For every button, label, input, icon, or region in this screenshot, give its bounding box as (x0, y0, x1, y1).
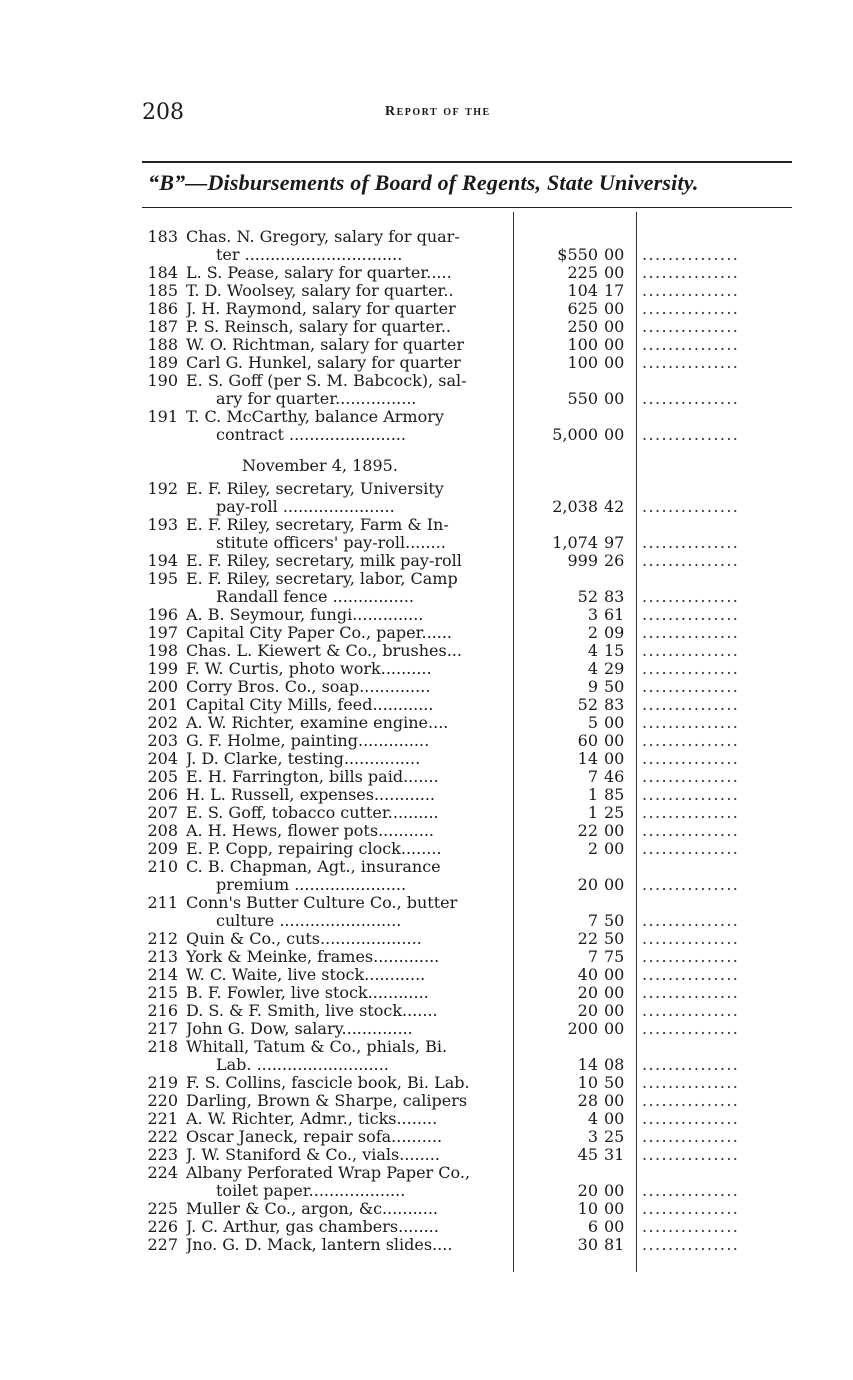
total-column-leader: ............... (642, 498, 740, 516)
amount-dollars: 4 (587, 659, 598, 678)
amount-cents: 00 (604, 983, 625, 1002)
payee-description: A. W. Richter, examine engine.... (186, 714, 449, 732)
amount-cents: 00 (604, 1091, 625, 1110)
payee-description: Carl G. Hunkel, salary for quarter (186, 354, 461, 372)
amount-dollars: 104 (567, 281, 598, 300)
title-rule (142, 207, 792, 208)
voucher-number: 226 (147, 1217, 178, 1236)
voucher-number: 184 (147, 263, 178, 282)
ledger-entry (142, 606, 782, 624)
voucher-number: 213 (147, 947, 178, 966)
amount-cents: 46 (604, 767, 625, 786)
voucher-number: 186 (147, 299, 178, 318)
amount-cents: 00 (604, 1019, 625, 1038)
top-rule (142, 161, 792, 163)
total-column-leader: ............... (642, 264, 740, 282)
payee-description: E. S. Goff, tobacco cutter.......... (186, 804, 439, 822)
section-title: “B”—Disbursements of Board of Regents, State University. (148, 170, 699, 195)
ledger-entry (142, 678, 782, 696)
ledger-entry (142, 264, 782, 282)
ledger-entry (142, 1074, 782, 1092)
ledger (142, 228, 782, 1254)
voucher-number: 223 (147, 1145, 178, 1164)
ledger-entry-continuation (142, 1056, 782, 1074)
voucher-number: 195 (147, 569, 178, 588)
payee-description: L. S. Pease, salary for quarter..... (186, 264, 452, 282)
amount-dollars: 6 (587, 1217, 598, 1236)
amount-dollars: 14 (577, 749, 598, 768)
voucher-number: 190 (147, 371, 178, 390)
total-column-leader: ............... (642, 948, 740, 966)
voucher-number: 222 (147, 1127, 178, 1146)
payee-description: H. L. Russell, expenses............ (186, 786, 435, 804)
amount-dollars: 22 (577, 821, 598, 840)
payee-description: E. F. Riley, secretary, labor, Camp (186, 570, 458, 588)
amount-dollars: 550 (567, 389, 598, 408)
total-column-leader: ............... (642, 318, 740, 336)
payee-description: Corry Bros. Co., soap.............. (186, 678, 431, 696)
ledger-entry (142, 570, 782, 588)
ledger-entry (142, 1146, 782, 1164)
total-column-leader: ............... (642, 1182, 740, 1200)
ledger-entry (142, 282, 782, 300)
voucher-number: 187 (147, 317, 178, 336)
payee-description: Randall fence ................ (216, 588, 414, 606)
ledger-entry (142, 696, 782, 714)
payee-description: contract ....................... (216, 426, 406, 444)
payee-description: York & Meinke, frames............. (186, 948, 440, 966)
amount-cents: 08 (604, 1055, 625, 1074)
total-column-leader: ............... (642, 876, 740, 894)
amount-dollars: 52 (577, 587, 598, 606)
amount-dollars: 200 (567, 1019, 598, 1038)
voucher-number: 218 (147, 1037, 178, 1056)
running-head: Report of the (385, 104, 491, 119)
amount-dollars: 4 (587, 641, 598, 660)
amount-dollars: 1,074 (552, 533, 598, 552)
ledger-entry (142, 1218, 782, 1236)
payee-description: Jno. G. D. Mack, lantern slides.... (186, 1236, 453, 1254)
voucher-number: 217 (147, 1019, 178, 1038)
total-column-leader: ............... (642, 1092, 740, 1110)
total-column-leader: ............... (642, 588, 740, 606)
amount-dollars: 30 (577, 1235, 598, 1254)
ledger-entry (142, 516, 782, 534)
payee-description: F. W. Curtis, photo work.......... (186, 660, 432, 678)
voucher-number: 224 (147, 1163, 178, 1182)
amount-cents: 00 (604, 821, 625, 840)
ledger-entry (142, 894, 782, 912)
ledger-entry-continuation (142, 534, 782, 552)
payee-description: toilet paper................... (216, 1182, 406, 1200)
voucher-number: 211 (147, 893, 178, 912)
payee-description: A. W. Richter, Admr., ticks........ (186, 1110, 438, 1128)
ledger-entry (142, 948, 782, 966)
total-column-leader: ............... (642, 1110, 740, 1128)
voucher-number: 193 (147, 515, 178, 534)
ledger-entry-continuation (142, 1182, 782, 1200)
payee-description: A. B. Seymour, fungi.............. (186, 606, 424, 624)
payee-description: T. D. Woolsey, salary for quarter.. (186, 282, 454, 300)
payee-description: Capital City Paper Co., paper...... (186, 624, 453, 642)
amount-dollars: $550 (557, 245, 598, 264)
payee-description: Whitall, Tatum & Co., phials, Bi. (186, 1038, 448, 1056)
total-column-leader: ............... (642, 912, 740, 930)
total-column-leader: ............... (642, 786, 740, 804)
total-column-leader: ............... (642, 1218, 740, 1236)
ledger-entry (142, 300, 782, 318)
payee-description: Lab. .......................... (216, 1056, 389, 1074)
payee-description: W. C. Waite, live stock............ (186, 966, 426, 984)
total-column-leader: ............... (642, 1236, 740, 1254)
voucher-number: 197 (147, 623, 178, 642)
total-column-leader: ............... (642, 804, 740, 822)
amount-cents: 00 (604, 263, 625, 282)
payee-description: F. S. Collins, fascicle book, Bi. Lab. (186, 1074, 470, 1092)
ledger-entry (142, 228, 782, 246)
amount-cents: 85 (604, 785, 625, 804)
payee-description: culture ........................ (216, 912, 402, 930)
amount-cents: 00 (604, 317, 625, 336)
ledger-entry (142, 1020, 782, 1038)
amount-cents: 29 (604, 659, 625, 678)
ledger-entry (142, 336, 782, 354)
ledger-entry (142, 1236, 782, 1254)
amount-dollars: 20 (577, 983, 598, 1002)
amount-cents: 00 (604, 389, 625, 408)
amount-cents: 25 (604, 803, 625, 822)
amount-cents: 00 (604, 1199, 625, 1218)
voucher-number: 198 (147, 641, 178, 660)
total-column-leader: ............... (642, 1002, 740, 1020)
payee-description: Conn's Butter Culture Co., butter (186, 894, 458, 912)
voucher-number: 188 (147, 335, 178, 354)
amount-dollars: 225 (567, 263, 598, 282)
amount-cents: 75 (604, 947, 625, 966)
date-heading: November 4, 1895. (242, 456, 398, 475)
amount-dollars: 250 (567, 317, 598, 336)
page-number: 208 (142, 100, 184, 125)
voucher-number: 196 (147, 605, 178, 624)
ledger-entry (142, 1164, 782, 1182)
payee-description: Albany Perforated Wrap Paper Co., (186, 1164, 471, 1182)
ledger-entry-continuation (142, 912, 782, 930)
ledger-entry (142, 984, 782, 1002)
ledger-entry (142, 822, 782, 840)
payee-description: C. B. Chapman, Agt., insurance (186, 858, 441, 876)
amount-cents: 00 (604, 731, 625, 750)
total-column-leader: ............... (642, 840, 740, 858)
voucher-number: 220 (147, 1091, 178, 1110)
voucher-number: 208 (147, 821, 178, 840)
payee-description: J. C. Arthur, gas chambers........ (186, 1218, 439, 1236)
total-column-leader: ............... (642, 984, 740, 1002)
payee-description: E. F. Riley, secretary, University (186, 480, 444, 498)
amount-cents: 09 (604, 623, 625, 642)
amount-cents: 83 (604, 695, 625, 714)
amount-dollars: 625 (567, 299, 598, 318)
payee-description: E. P. Copp, repairing clock........ (186, 840, 442, 858)
payee-description: ary for quarter................ (216, 390, 417, 408)
ledger-entry (142, 480, 782, 498)
voucher-number: 183 (147, 227, 178, 246)
amount-dollars: 2,038 (552, 497, 598, 516)
date-heading-row (142, 444, 782, 480)
amount-cents: 00 (604, 713, 625, 732)
amount-dollars: 1 (587, 785, 598, 804)
total-column-leader: ............... (642, 642, 740, 660)
ledger-entry (142, 660, 782, 678)
ledger-entry (142, 408, 782, 426)
total-column-leader: ............... (642, 930, 740, 948)
total-column-leader: ............... (642, 534, 740, 552)
ledger-entry (142, 732, 782, 750)
payee-description: E. F. Riley, secretary, milk pay-roll (186, 552, 462, 570)
voucher-number: 191 (147, 407, 178, 426)
ledger-entry (142, 642, 782, 660)
ledger-entry (142, 786, 782, 804)
voucher-number: 212 (147, 929, 178, 948)
amount-dollars: 60 (577, 731, 598, 750)
total-column-leader: ............... (642, 714, 740, 732)
amount-cents: 17 (604, 281, 625, 300)
voucher-number: 201 (147, 695, 178, 714)
ledger-entry (142, 804, 782, 822)
voucher-number: 215 (147, 983, 178, 1002)
amount-dollars: 5,000 (552, 425, 598, 444)
amount-dollars: 14 (577, 1055, 598, 1074)
voucher-number: 203 (147, 731, 178, 750)
total-column-leader: ............... (642, 1200, 740, 1218)
voucher-number: 214 (147, 965, 178, 984)
ledger-entry-continuation (142, 876, 782, 894)
ledger-entry (142, 930, 782, 948)
voucher-number: 216 (147, 1001, 178, 1020)
total-column-leader: ............... (642, 282, 740, 300)
ledger-entry (142, 1110, 782, 1128)
amount-dollars: 20 (577, 875, 598, 894)
total-column-leader: ............... (642, 354, 740, 372)
ledger-entry-continuation (142, 498, 782, 516)
voucher-number: 207 (147, 803, 178, 822)
payee-description: A. H. Hews, flower pots........... (186, 822, 435, 840)
amount-dollars: 7 (587, 947, 598, 966)
amount-cents: 50 (604, 929, 625, 948)
amount-cents: 97 (604, 533, 625, 552)
ledger-entry (142, 858, 782, 876)
voucher-number: 200 (147, 677, 178, 696)
amount-dollars: 1 (587, 803, 598, 822)
voucher-number: 204 (147, 749, 178, 768)
payee-description: premium ...................... (216, 876, 407, 894)
total-column-leader: ............... (642, 1020, 740, 1038)
total-column-leader: ............... (642, 768, 740, 786)
amount-cents: 00 (604, 1001, 625, 1020)
voucher-number: 209 (147, 839, 178, 858)
amount-cents: 00 (604, 875, 625, 894)
amount-cents: 15 (604, 641, 625, 660)
total-column-leader: ............... (642, 246, 740, 264)
voucher-number: 199 (147, 659, 178, 678)
payee-description: Oscar Janeck, repair sofa.......... (186, 1128, 443, 1146)
amount-dollars: 10 (577, 1073, 598, 1092)
amount-cents: 00 (604, 1109, 625, 1128)
amount-cents: 00 (604, 299, 625, 318)
ledger-entry (142, 1038, 782, 1056)
amount-dollars: 20 (577, 1001, 598, 1020)
payee-description: stitute officers' pay-roll........ (216, 534, 446, 552)
payee-description: E. S. Goff (per S. M. Babcock), sal- (186, 372, 467, 390)
amount-dollars: 3 (587, 605, 598, 624)
amount-dollars: 28 (577, 1091, 598, 1110)
amount-dollars: 999 (567, 551, 598, 570)
voucher-number: 189 (147, 353, 178, 372)
ledger-entry-continuation (142, 588, 782, 606)
total-column-leader: ............... (642, 822, 740, 840)
payee-description: ter ............................... (216, 246, 403, 264)
amount-dollars: 2 (587, 623, 598, 642)
payee-description: Muller & Co., argon, &c........... (186, 1200, 438, 1218)
payee-description: J. D. Clarke, testing............... (186, 750, 421, 768)
total-column-leader: ............... (642, 336, 740, 354)
amount-cents: 31 (604, 1145, 625, 1164)
total-column-leader: ............... (642, 426, 740, 444)
ledger-entry (142, 318, 782, 336)
ledger-entry (142, 750, 782, 768)
payee-description: G. F. Holme, painting.............. (186, 732, 430, 750)
payee-description: E. H. Farrington, bills paid....... (186, 768, 439, 786)
amount-cents: 26 (604, 551, 625, 570)
payee-description: D. S. & F. Smith, live stock....... (186, 1002, 438, 1020)
ledger-entry (142, 768, 782, 786)
total-column-leader: ............... (642, 552, 740, 570)
amount-cents: 00 (604, 335, 625, 354)
total-column-leader: ............... (642, 750, 740, 768)
amount-cents: 83 (604, 587, 625, 606)
payee-description: Capital City Mills, feed............ (186, 696, 434, 714)
ledger-entry (142, 552, 782, 570)
total-column-leader: ............... (642, 1146, 740, 1164)
payee-description: Darling, Brown & Sharpe, calipers (186, 1092, 468, 1110)
ledger-entry-continuation (142, 426, 782, 444)
payee-description: W. O. Richtman, salary for quarter (186, 336, 464, 354)
voucher-number: 194 (147, 551, 178, 570)
amount-dollars: 9 (587, 677, 598, 696)
amount-dollars: 4 (587, 1109, 598, 1128)
payee-description: T. C. McCarthy, balance Armory (186, 408, 444, 426)
payee-description: J. H. Raymond, salary for quarter (186, 300, 456, 318)
amount-cents: 00 (604, 965, 625, 984)
amount-cents: 00 (604, 839, 625, 858)
amount-dollars: 5 (587, 713, 598, 732)
total-column-leader: ............... (642, 1056, 740, 1074)
payee-description: Chas. N. Gregory, salary for quar- (186, 228, 460, 246)
total-column-leader: ............... (642, 390, 740, 408)
amount-cents: 50 (604, 911, 625, 930)
ledger-entry (142, 714, 782, 732)
ledger-entry-continuation (142, 390, 782, 408)
amount-dollars: 10 (577, 1199, 598, 1218)
voucher-number: 225 (147, 1199, 178, 1218)
ledger-entry (142, 372, 782, 390)
amount-cents: 00 (604, 353, 625, 372)
total-column-leader: ............... (642, 966, 740, 984)
ledger-entry (142, 1128, 782, 1146)
amount-dollars: 40 (577, 965, 598, 984)
amount-dollars: 20 (577, 1181, 598, 1200)
amount-dollars: 3 (587, 1127, 598, 1146)
voucher-number: 227 (147, 1235, 178, 1254)
ledger-entry (142, 840, 782, 858)
amount-cents: 50 (604, 677, 625, 696)
ledger-entry (142, 1092, 782, 1110)
amount-cents: 00 (604, 1181, 625, 1200)
amount-dollars: 45 (577, 1145, 598, 1164)
voucher-number: 202 (147, 713, 178, 732)
total-column-leader: ............... (642, 300, 740, 318)
amount-dollars: 7 (587, 911, 598, 930)
amount-cents: 81 (604, 1235, 625, 1254)
ledger-entry (142, 624, 782, 642)
payee-description: John G. Dow, salary.............. (186, 1020, 413, 1038)
ledger-entry (142, 354, 782, 372)
total-column-leader: ............... (642, 678, 740, 696)
payee-description: Chas. L. Kiewert & Co., brushes... (186, 642, 462, 660)
payee-description: P. S. Reinsch, salary for quarter.. (186, 318, 452, 336)
amount-cents: 00 (604, 245, 625, 264)
amount-cents: 00 (604, 425, 625, 444)
total-column-leader: ............... (642, 696, 740, 714)
ledger-entry (142, 1200, 782, 1218)
amount-cents: 00 (604, 749, 625, 768)
voucher-number: 210 (147, 857, 178, 876)
payee-description: B. F. Fowler, live stock............ (186, 984, 429, 1002)
amount-cents: 50 (604, 1073, 625, 1092)
amount-dollars: 2 (587, 839, 598, 858)
voucher-number: 221 (147, 1109, 178, 1128)
amount-dollars: 100 (567, 335, 598, 354)
total-column-leader: ............... (642, 1128, 740, 1146)
voucher-number: 206 (147, 785, 178, 804)
voucher-number: 205 (147, 767, 178, 786)
amount-cents: 25 (604, 1127, 625, 1146)
total-column-leader: ............... (642, 606, 740, 624)
total-column-leader: ............... (642, 1074, 740, 1092)
amount-dollars: 7 (587, 767, 598, 786)
voucher-number: 192 (147, 479, 178, 498)
total-column-leader: ............... (642, 624, 740, 642)
total-column-leader: ............... (642, 732, 740, 750)
amount-dollars: 100 (567, 353, 598, 372)
amount-dollars: 22 (577, 929, 598, 948)
amount-dollars: 52 (577, 695, 598, 714)
voucher-number: 219 (147, 1073, 178, 1092)
payee-description: J. W. Staniford & Co., vials........ (186, 1146, 440, 1164)
voucher-number: 185 (147, 281, 178, 300)
amount-cents: 61 (604, 605, 625, 624)
payee-description: pay-roll ...................... (216, 498, 395, 516)
amount-cents: 42 (604, 497, 625, 516)
ledger-entry-continuation (142, 246, 782, 264)
ledger-entry (142, 1002, 782, 1020)
ledger-entry (142, 966, 782, 984)
total-column-leader: ............... (642, 660, 740, 678)
amount-cents: 00 (604, 1217, 625, 1236)
payee-description: Quin & Co., cuts.................... (186, 930, 422, 948)
payee-description: E. F. Riley, secretary, Farm & In- (186, 516, 449, 534)
